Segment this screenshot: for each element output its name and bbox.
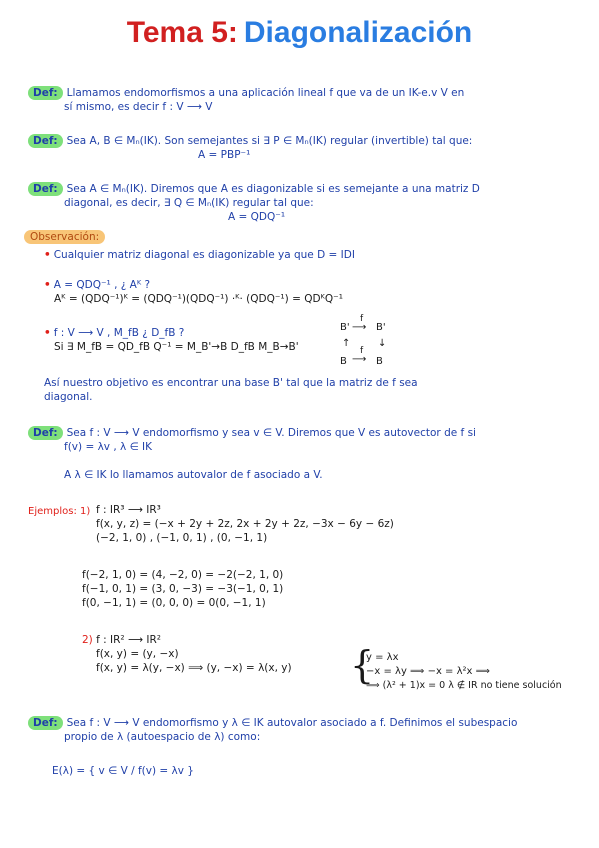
def4-line2: f(v) = λv , λ ∈ IK [64,441,153,453]
def-tag: Def: [28,182,63,196]
def5-formula: E(λ) = { v ∈ V / f(v) = λv } [52,765,194,777]
examples-tag: Ejemplos: 1) [28,506,91,517]
example2-system-eq2: −x = λy ⟹ −x = λ²x ⟹ [366,666,490,677]
def-tag: Def: [28,716,63,730]
observation-bullet-3: • f : V ⟶ V , M_fB ¿ D_fB ? Si ∃ M_fB = QD_fB Q⁻¹ = M_B'→B D_fB M_B→B' [44,327,299,353]
title-topic-number: Tema 5: [126,16,238,49]
example2 [82,633,292,675]
bullet-dot: • [44,327,51,339]
example1-result-1: f(−2, 1, 0) = (4, −2, 0) = −2(−2, 1, 0) [82,569,284,581]
definition-endomorphism [28,86,464,114]
example1-results [82,568,283,610]
def4-line1: Sea f : V ⟶ V endomorfismo y sea v ∈ V. Diremos que V es autovector de f si [66,427,476,439]
observation-conclusion: Así nuestro objetivo es encontrar una base B' tal que la matriz de f sea diagonal. [44,377,418,403]
example1-result-2: f(−1, 0, 1) = (3, 0, −3) = −3(−1, 0, 1) [82,583,284,595]
change-of-basis-formula: Si ∃ M_fB = QD_fB Q⁻¹ = M_B'→B D_fB M_B→B' [54,341,299,353]
commutative-diagram: B' f ⟶ B' ↑ ↓ B f ⟶ B [340,314,387,367]
example2-line2: f(x, y) = λ(y, −x) ⟹ (y, −x) = λ(x, y) [96,662,292,674]
observation-tag: Observación: [24,230,105,244]
def-tag: Def: [28,134,63,148]
def2-line1: Sea A, B ∈ Mₙ(IK). Son semejantes si ∃ P ∈ Mₙ(IK) regular (invertible) tal que: [66,135,473,147]
example1-result-3: f(0, −1, 1) = (0, 0, 0) = 0(0, −1, 1) [82,597,266,609]
bullet-dot: • [44,279,51,291]
observation-bullet-1: • Cualquier matriz diagonal es diagonizable ya que D = IDI [44,249,355,261]
arrow-right-icon: ⟶ [352,354,367,365]
def3-line1: Sea A ∈ Mₙ(IK). Diremos que A es diagonizable si es semejante a una matriz D [66,183,480,195]
def5-line1: Sea f : V ⟶ V endomorfismo y λ ∈ IK autovalor asociado a f. Definimos el subespacio [66,717,518,729]
example2-map: f : IR² ⟶ IR² [96,634,161,646]
arrow-right-icon: ⟶ [352,322,367,333]
def-tag: Def: [28,426,63,440]
example1-vectors: (−2, 1, 0) , (−1, 0, 1) , (0, −1, 1) [96,532,268,544]
example2-system-eq1: y = λx [366,652,399,663]
title-topic-name: Diagonalización [243,16,473,49]
observation-bullet-2: • A = QDQ⁻¹ , ¿ Aᴷ ? Aᴷ = (QDQ⁻¹)ᴷ = (QDQ⁻¹)(QDQ⁻¹) ·ᴷ· (QDQ⁻¹) = QDᴷQ⁻¹ [44,279,343,305]
power-formula: Aᴷ = (QDQ⁻¹)ᴷ = (QDQ⁻¹)(QDQ⁻¹) ·ᴷ· (QDQ⁻¹) = QDᴷQ⁻¹ [54,293,343,305]
definition-diagonalizable [28,182,480,224]
definition-eigenspace [28,716,517,778]
def-tag: Def: [28,86,63,100]
definition-similar-matrices [28,134,472,162]
example2-line1: f(x, y) = (y, −x) [96,648,179,660]
example1-map: f : IR³ ⟶ IR³ [96,504,161,516]
example2-system-conclusion: ⟹ (λ² + 1)x = 0 λ ∉ IR no tiene solución [366,680,562,691]
def3-line2: diagonal, es decir, ∃ Q ∈ Mₙ(IK) regular tal que: [64,197,314,209]
arrow-up-icon: ↑ [342,338,351,349]
def4-line3: A λ ∈ IK lo llamamos autovalor de f asociado a V. [64,469,323,481]
bullet-dot: • [44,249,51,261]
example2-label: 2) [82,634,93,646]
page-title [0,16,599,50]
def3-formula: A = QDQ⁻¹ [228,211,286,223]
definition-eigenvector [28,426,476,482]
example1 [96,503,394,545]
arrow-down-icon: ↓ [378,338,387,349]
system-brace: { [350,643,375,687]
def5-line2: propio de λ (autoespacio de λ) como: [64,731,261,743]
def1-line2: sí mismo, es decir f : V ⟶ V [64,101,213,113]
def2-formula: A = PBP⁻¹ [198,149,251,161]
def1-line1: Llamamos endomorfismos a una aplicación lineal f que va de un IK-e.v V en [66,87,465,99]
example2-system [366,651,562,693]
example1-formula: f(x, y, z) = (−x + 2y + 2z, 2x + 2y + 2z, −3x − 6y − 6z) [96,518,394,530]
